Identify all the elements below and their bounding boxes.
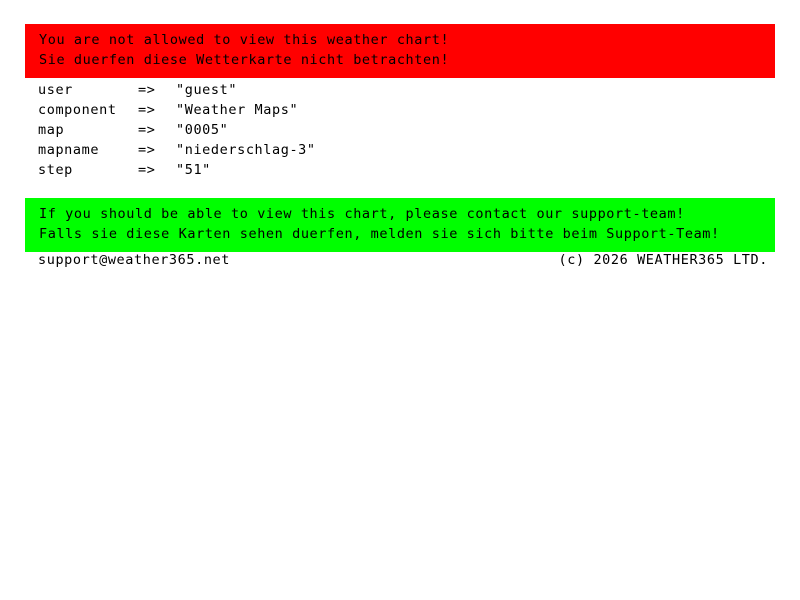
parameter-arrow: => xyxy=(138,142,156,158)
copyright-text: (c) 2026 WEATHER365 LTD. xyxy=(558,252,768,268)
parameter-row-map xyxy=(38,120,758,140)
parameter-arrow: => xyxy=(138,122,156,138)
footer xyxy=(38,250,768,270)
parameter-value: "guest" xyxy=(176,82,238,98)
support-email-link[interactable]: support@weather365.net xyxy=(38,252,231,268)
parameter-value: "0005" xyxy=(176,122,229,138)
parameter-key: component xyxy=(38,102,117,118)
parameter-row-mapname xyxy=(38,140,758,160)
error-banner-line-en: You are not allowed to view this weather chart! xyxy=(39,32,450,48)
error-banner-line-de: Sie duerfen diese Wetterkarte nicht betrachten! xyxy=(39,52,450,68)
parameter-key: user xyxy=(38,82,73,98)
parameter-arrow: => xyxy=(138,162,156,178)
parameter-arrow: => xyxy=(138,102,156,118)
parameter-arrow: => xyxy=(138,82,156,98)
info-banner-line-de: Falls sie diese Karten sehen duerfen, melden sie sich bitte beim Support-Team! xyxy=(39,226,720,242)
error-banner xyxy=(25,24,775,78)
parameter-list xyxy=(38,80,758,180)
parameter-row-step xyxy=(38,160,758,180)
parameter-value: "Weather Maps" xyxy=(176,102,299,118)
parameter-value: "51" xyxy=(176,162,211,178)
parameter-row-user xyxy=(38,80,758,100)
parameter-key: step xyxy=(38,162,73,178)
parameter-key: mapname xyxy=(38,142,100,158)
parameter-value: "niederschlag-3" xyxy=(176,142,316,158)
parameter-row-component xyxy=(38,100,758,120)
info-banner-line-en: If you should be able to view this chart, please contact our support-team! xyxy=(39,206,685,222)
info-banner xyxy=(25,198,775,252)
parameter-key: map xyxy=(38,122,65,138)
